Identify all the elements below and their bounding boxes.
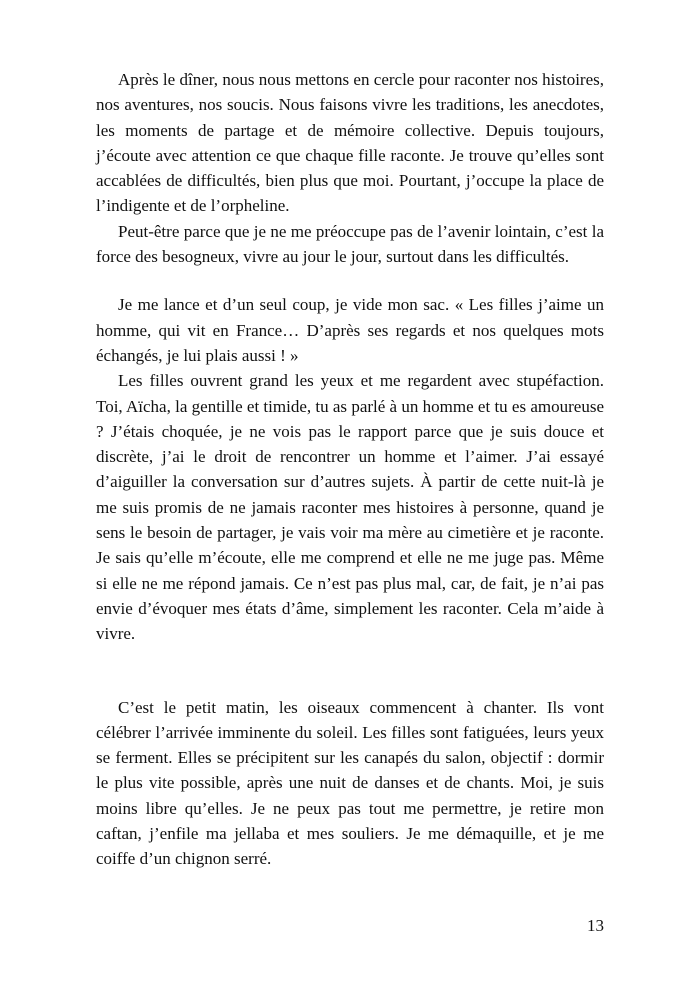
- page-number: 13: [587, 916, 604, 935]
- section-break: [96, 647, 604, 695]
- page-body: [96, 67, 604, 872]
- paragraph-5: C’est le petit matin, les oiseaux commencent à chanter. Ils vont célébrer l’arrivée imminente du soleil. Les filles sont fatiguées, leurs yeux se ferment. Elles se précipitent sur les canapés du salon, objectif : dormir le plus vite possible, après une nuit de danses et de chants. Moi, je suis moins libre qu’elles. Je ne peux pas tout me permettre, je retire mon caftan, j’enfile ma jellaba et mes souliers. Je me démaquille, et je me coiffe d’un chignon serré.: [96, 697, 604, 869]
- paragraph-1: Après le dîner, nous nous mettons en cercle pour raconter nos histoires, nos aventures, nos soucis. Nous faisons vivre les traditions, les anecdotes, les moments de partage et de mémoire collective. Depuis toujours, j’écoute avec attention ce que chaque fille raconte. Je trouve qu’elles sont accablées de difficultés, bien plus que moi. Pourtant, j’occupe la place de l’indigente et de l’orpheline.: [96, 70, 604, 216]
- paragraph-2: Peut-être parce que je ne me préoccupe pas de l’avenir lointain, c’est la force des besogneux, vivre au jour le jour, surtout dans les difficultés.: [96, 221, 604, 267]
- paragraph-3: Je me lance et d’un seul coup, je vide mon sac. « Les filles j’aime un homme, qui vit en France… D’après ses regards et nos quelques mots échangés, je lui plais aussi ! »: [96, 295, 604, 365]
- paragraph-spacer: [96, 269, 604, 292]
- paragraph-4: Les filles ouvrent grand les yeux et me regardent avec stupéfaction. Toi, Aïcha, la gentille et timide, tu as parlé à un homme et tu es amoureuse ? J’étais choquée, je ne vois pas le rapport parce que je suis douce et discrète, j’ai le droit de rencontrer un homme et l’aimer. J’ai essayé d’aiguiller la conversation sur d’autres sujets. À partir de cette nuit-là je me suis promis de ne jamais raconter mes histoires à personne, quand je sens le besoin de partager, je vais voir ma mère au cimetière et je raconte. Je sais qu’elle m’écoute, elle me comprend et elle ne me juge pas. Même si elle ne me répond jamais. Ce n’est pas plus mal, car, de fait, je n’ai pas envie d’évoquer mes états d’âme, simplement les raconter. Cela m’aide à vivre.: [96, 371, 604, 644]
